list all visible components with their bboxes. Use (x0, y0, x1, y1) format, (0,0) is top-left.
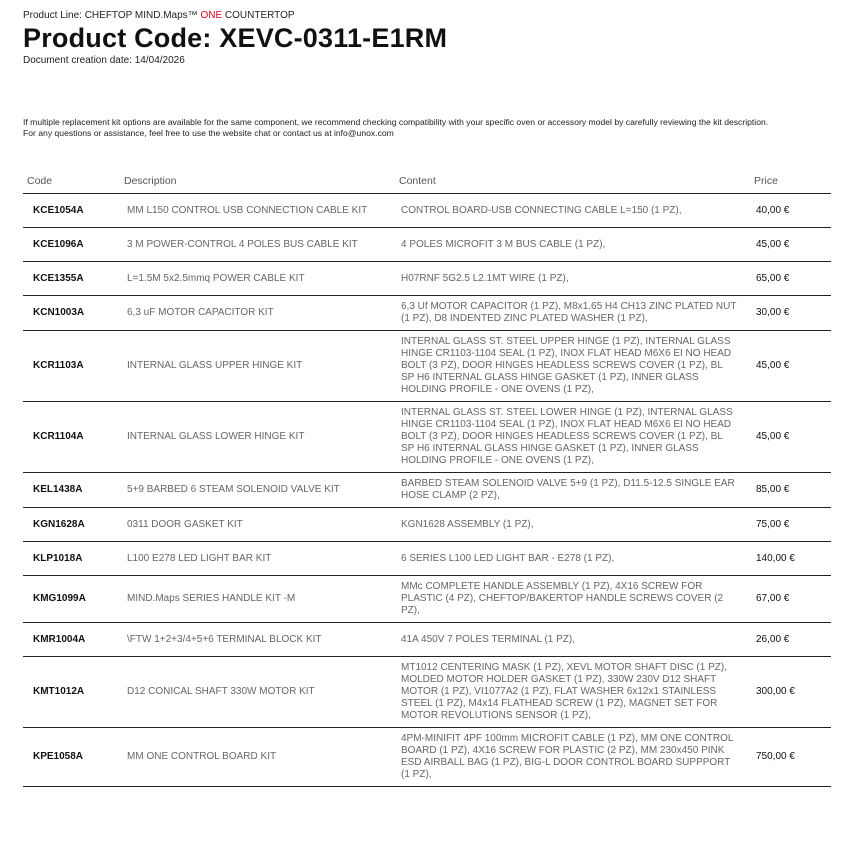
note-line-1: If multiple replacement kit options are available for the same component, we recommend checking compatibility with your specific oven or accessory model by carefully reviewing the kit description. (23, 117, 769, 127)
part-content: 6,3 Uf MOTOR CAPACITOR (1 PZ), M8x1.65 H4 CH13 ZINC PLATED NUT (1 PZ), D8 INDENTED ZINC PLATED WASHER (1 PZ), (395, 296, 750, 331)
note-line-2: For any questions or assistance, feel free to use the website chat or contact us at info@unox.com (23, 127, 394, 138)
table-row (23, 194, 831, 228)
part-content: CONTROL BOARD-USB CONNECTING CABLE L=150 (1 PZ), (395, 194, 750, 228)
page-title: Product Code: XEVC-0311-E1RM (23, 23, 448, 53)
table-row (23, 331, 831, 402)
part-description: \FTW 1+2+3/4+5+6 TERMINAL BLOCK KIT (120, 623, 395, 657)
part-price: 67,00 € (750, 576, 831, 623)
part-code: KGN1628A (23, 508, 120, 542)
part-content: INTERNAL GLASS ST. STEEL LOWER HINGE (1 PZ), INTERNAL GLASS HINGE CR1103-1104 SEAL (1 PZ), INOX FLAT HEAD M6X6 EI NO HEAD BOLT (3 PZ), DOOR HINGES HEADLESS SCREWS COVER (1 PZ), BL SP H6 INTERNAL GLASS HINGE GASKET (1 PZ), INNER GLASS HOLDING PROFILE - ONE OVENS (1 PZ), (395, 402, 750, 473)
table-row (23, 508, 831, 542)
part-content: 6 SERIES L100 LED LIGHT BAR - E278 (1 PZ), (395, 542, 750, 576)
part-content: 4PM-MINIFIT 4PF 100mm MICROFIT CABLE (1 PZ), MM ONE CONTROL BOARD (1 PZ), 4X16 SCREW FOR PLASTIC (2 PZ), MM 230x450 PINK ESD AIRBALL BAG (1 PZ), BIG-L DOOR CONTROL BOARD SUPPPORT (1 PZ), (395, 728, 750, 787)
part-description: MIND.Maps SERIES HANDLE KIT -M (120, 576, 395, 623)
part-content: 41A 450V 7 POLES TERMINAL (1 PZ), (395, 623, 750, 657)
part-price: 300,00 € (750, 657, 831, 728)
part-price: 30,00 € (750, 296, 831, 331)
part-description: 5+9 BARBED 6 STEAM SOLENOID VALVE KIT (120, 473, 395, 508)
part-code: KCE1096A (23, 228, 120, 262)
column-header-description: Description (120, 171, 395, 194)
product-line (23, 10, 447, 21)
part-description: INTERNAL GLASS LOWER HINGE KIT (120, 402, 395, 473)
part-price: 65,00 € (750, 262, 831, 296)
part-code: KEL1438A (23, 473, 120, 508)
part-price: 750,00 € (750, 728, 831, 787)
part-code: KCE1054A (23, 194, 120, 228)
part-description: 6,3 uF MOTOR CAPACITOR KIT (120, 296, 395, 331)
column-header-code: Code (23, 171, 120, 194)
table-row (23, 623, 831, 657)
table-row (23, 296, 831, 331)
part-code: KCR1103A (23, 331, 120, 402)
compatibility-notes (23, 117, 833, 138)
part-content: MMc COMPLETE HANDLE ASSEMBLY (1 PZ), 4X16 SCREW FOR PLASTIC (4 PZ), CHEFTOP/BAKERTOP HANDLE SCREWS COVER (2 PZ), (395, 576, 750, 623)
document-creation-date: Document creation date: 14/04/2026 (23, 55, 185, 66)
product-line-suffix: COUNTERTOP (222, 10, 295, 21)
part-price: 40,00 € (750, 194, 831, 228)
part-content: KGN1628 ASSEMBLY (1 PZ), (395, 508, 750, 542)
part-price: 45,00 € (750, 228, 831, 262)
part-code: KCR1104A (23, 402, 120, 473)
part-code: KMT1012A (23, 657, 120, 728)
part-description: INTERNAL GLASS UPPER HINGE KIT (120, 331, 395, 402)
part-content: BARBED STEAM SOLENOID VALVE 5+9 (1 PZ), D11.5-12.5 SINGLE EAR HOSE CLAMP (2 PZ), (395, 473, 750, 508)
spare-parts-table (23, 171, 831, 787)
table-body (23, 194, 831, 787)
table-header-row (23, 171, 831, 194)
part-description: 3 M POWER-CONTROL 4 POLES BUS CABLE KIT (120, 228, 395, 262)
part-price: 45,00 € (750, 331, 831, 402)
part-description: D12 CONICAL SHAFT 330W MOTOR KIT (120, 657, 395, 728)
table-row (23, 402, 831, 473)
part-description: L=1.5M 5x2.5mmq POWER CABLE KIT (120, 262, 395, 296)
table-row (23, 576, 831, 623)
column-header-content: Content (395, 171, 750, 194)
part-content: H07RNF 5G2.5 L2.1MT WIRE (1 PZ), (395, 262, 750, 296)
part-code: KPE1058A (23, 728, 120, 787)
part-price: 85,00 € (750, 473, 831, 508)
part-price: 75,00 € (750, 508, 831, 542)
part-code: KCN1003A (23, 296, 120, 331)
part-description: MM L150 CONTROL USB CONNECTION CABLE KIT (120, 194, 395, 228)
part-price: 26,00 € (750, 623, 831, 657)
document-header (23, 10, 447, 66)
part-code: KMR1004A (23, 623, 120, 657)
part-code: KLP1018A (23, 542, 120, 576)
table-row (23, 728, 831, 787)
part-description: 0311 DOOR GASKET KIT (120, 508, 395, 542)
part-code: KCE1355A (23, 262, 120, 296)
table-row (23, 473, 831, 508)
column-header-price: Price (750, 171, 831, 194)
part-code: KMG1099A (23, 576, 120, 623)
part-price: 140,00 € (750, 542, 831, 576)
part-description: MM ONE CONTROL BOARD KIT (120, 728, 395, 787)
part-content: INTERNAL GLASS ST. STEEL UPPER HINGE (1 PZ), INTERNAL GLASS HINGE CR1103-1104 SEAL (1 PZ), INOX FLAT HEAD M6X6 EI NO HEAD BOLT (3 PZ), DOOR HINGES HEADLESS SCREWS COVER (1 PZ), BL SP H6 INTERNAL GLASS HINGE GASKET (1 PZ), INNER GLASS HOLDING PROFILE - ONE OVENS (1 PZ), (395, 331, 750, 402)
part-description: L100 E278 LED LIGHT BAR KIT (120, 542, 395, 576)
table-row (23, 542, 831, 576)
product-line-prefix: Product Line: CHEFTOP MIND.Maps™ (23, 10, 201, 21)
table-row (23, 657, 831, 728)
table-row (23, 228, 831, 262)
part-price: 45,00 € (750, 402, 831, 473)
part-content: MT1012 CENTERING MASK (1 PZ), XEVL MOTOR SHAFT DISC (1 PZ), MOLDED MOTOR HOLDER GASKET (1 PZ), 330W 230V D12 SHAFT MOTOR (1 PZ), VI1077A2 (1 PZ), FLAT WASHER 6x12x1 STAINLESS STEEL (1 PZ), M4x14 FLATHEAD SCREW (1 PZ), MAGNET SET FOR MOTOR REVOLUTIONS SENSOR (1 PZ), (395, 657, 750, 728)
product-line-highlight: ONE (200, 10, 223, 21)
table-row (23, 262, 831, 296)
part-content: 4 POLES MICROFIT 3 M BUS CABLE (1 PZ), (395, 228, 750, 262)
